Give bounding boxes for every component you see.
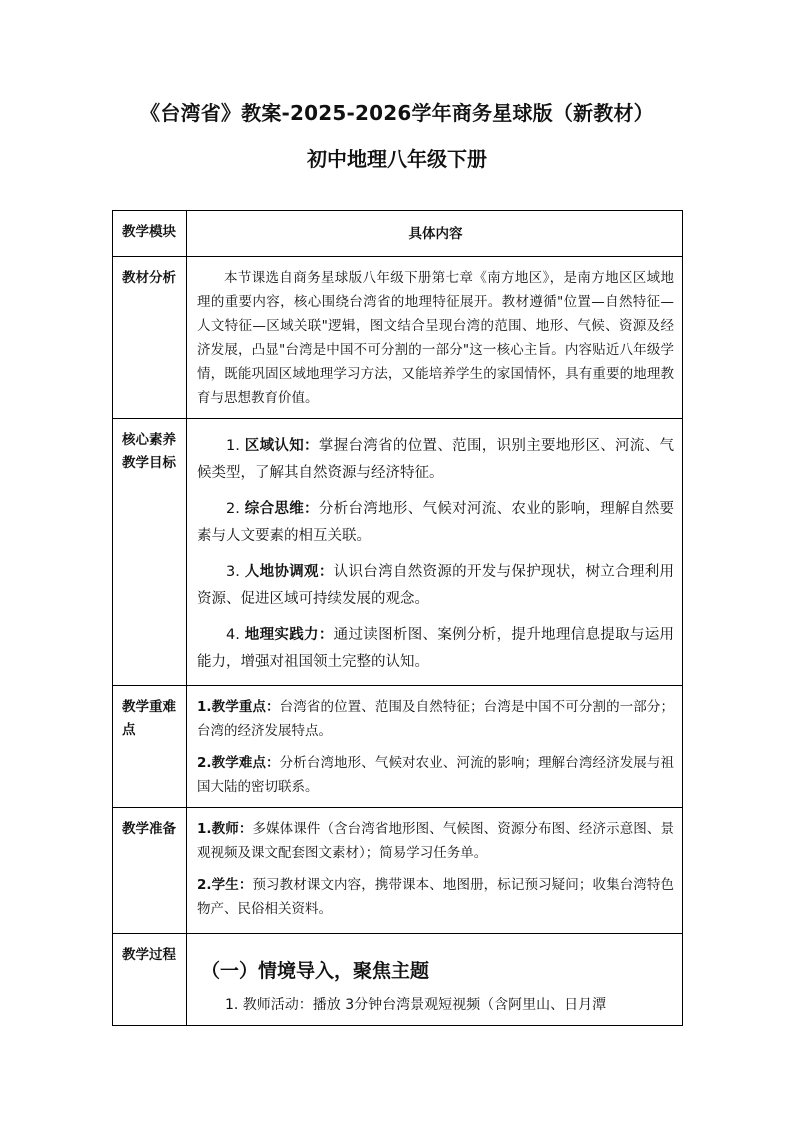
- keypoint-title: 2.教学难点：: [197, 755, 280, 771]
- document-subtitle: 初中地理八年级下册: [307, 147, 487, 171]
- preparation-text: 预习教材课文内容，携带课本、地图册，标记预习疑问；收集台湾特色物产、民俗相关资料。: [197, 877, 674, 917]
- keypoint-item: [197, 751, 674, 799]
- goal-number: 4.: [226, 627, 240, 643]
- table-row-analysis: [113, 257, 683, 419]
- goal-text: 通过读图析图、案例分析，提升地理信息提取与运用能力，增强对祖国领土完整的认知。: [197, 627, 675, 670]
- process-content: [187, 934, 683, 1026]
- keypoint-text: 分析台湾地形、气候对农业、河流的影响；理解台湾经济发展与祖国大陆的密切联系。: [197, 755, 674, 795]
- document-title: 《台湾省》教案-2025-2026学年商务星球版（新教材）: [140, 101, 654, 125]
- goal-text: 认识台湾自然资源的开发与保护现状，树立合理利用资源、促进区域可持续发展的观念。: [197, 564, 675, 607]
- header-content: 具体内容: [187, 211, 683, 257]
- goal-title: 综合思维：: [244, 501, 319, 517]
- goal-number: 1.: [226, 438, 240, 454]
- row-label-preparation: 教学准备: [113, 808, 187, 934]
- goal-title: 人地协调观：: [244, 564, 334, 580]
- keypoint-title: 1.教学重点：: [197, 699, 280, 715]
- goal-item: [197, 559, 674, 613]
- goal-item: [197, 496, 674, 550]
- goal-text: 掌握台湾省的位置、范围，识别主要地形区、河流、气候类型，了解其自然资源与经济特征。: [197, 438, 675, 481]
- preparation-item: [197, 873, 674, 921]
- goal-text: 分析台湾地形、气候对河流、农业的影响，理解自然要素与人文要素的相互关联。: [197, 501, 675, 544]
- goal-title: 区域认知：: [244, 438, 319, 454]
- row-label-goals: 核心素养教学目标: [113, 419, 187, 686]
- keypoint-text: 台湾省的位置、范围及自然特征；台湾是中国不可分割的一部分；台湾的经济发展特点。: [197, 699, 674, 739]
- preparation-item: [197, 817, 674, 865]
- goal-item: [197, 622, 674, 676]
- goals-content: [187, 419, 683, 686]
- preparation-text: 多媒体课件（含台湾省地形图、气候图、资源分布图、经济示意图、景观视频及课文配套图文素材）；简易学习任务单。: [197, 821, 674, 861]
- preparation-content: [187, 808, 683, 934]
- keypoint-item: [197, 695, 674, 743]
- preparation-title: 2.学生：: [197, 877, 253, 893]
- analysis-content: [187, 257, 683, 419]
- row-label-keypoints: 教学重难点: [113, 686, 187, 808]
- goal-number: 3.: [226, 564, 240, 580]
- row-label-process: 教学过程: [113, 934, 187, 1026]
- table-row-preparation: [113, 808, 683, 934]
- goal-title: 地理实践力：: [244, 627, 334, 643]
- header-module: 教学模块: [113, 211, 187, 257]
- analysis-text: 本节课选自商务星球版八年级下册第七章《南方地区》，是南方地区区域地理的重要内容，核心围绕台湾省的地理特征展开。教材遵循"位置—自然特征—人文特征—区域关联"逻辑，图文结合呈现台湾的范围、地形、气候、资源及经济发展，凸显"台湾是中国不可分割的一部分"这一核心主旨。内容贴近八年级学情，既能巩固区域地理学习方法，又能培养学生的家国情怀，具有重要的地理教育与思想教育价值。: [197, 270, 674, 406]
- row-label-analysis: 教材分析: [113, 257, 187, 419]
- process-section-title: （一）情境导入，聚焦主题: [201, 960, 430, 982]
- table-row-goals: [113, 419, 683, 686]
- goal-number: 2.: [226, 501, 240, 517]
- goal-item: [197, 433, 674, 487]
- preparation-title: 1.教师：: [197, 821, 253, 837]
- table-row-keypoints: [113, 686, 683, 808]
- lesson-plan-table: [112, 210, 683, 1026]
- table-row-process: [113, 934, 683, 1026]
- keypoints-content: [187, 686, 683, 808]
- process-line: 1. 教师活动：播放 3分钟台湾景观短视频（含阿里山、日月潭: [225, 997, 607, 1013]
- table-header-row: [113, 211, 683, 257]
